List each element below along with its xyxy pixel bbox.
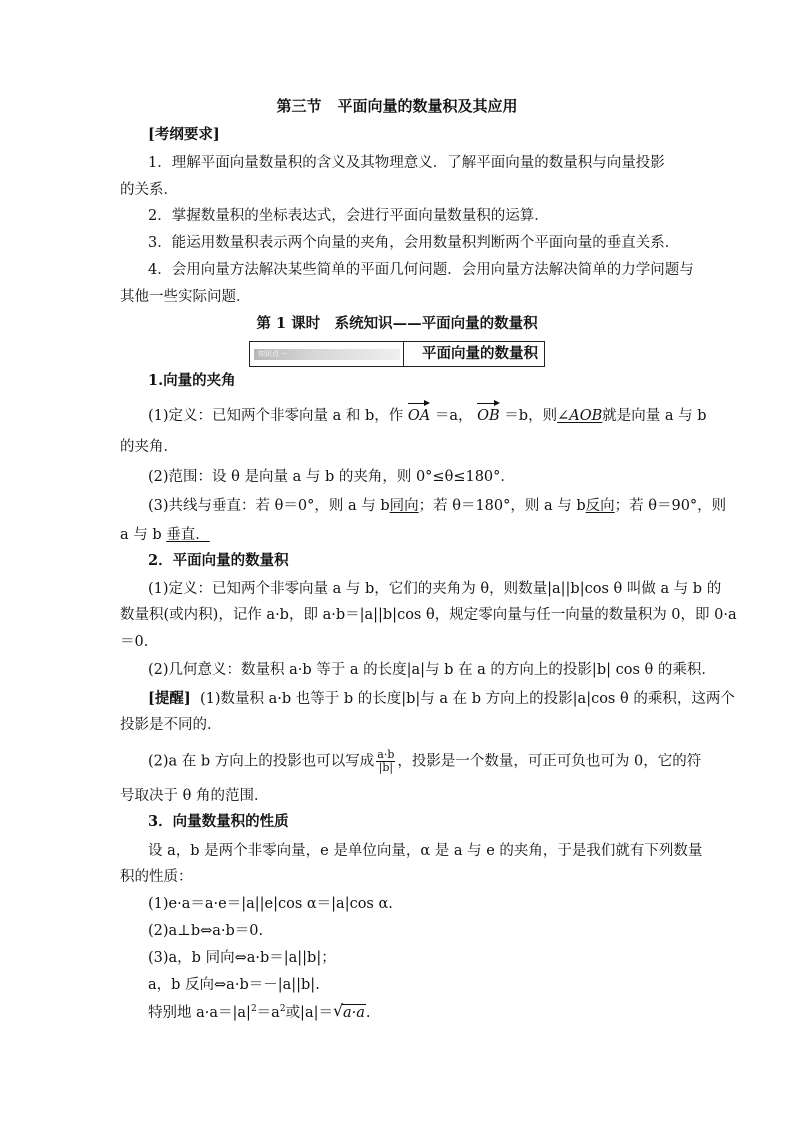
section-number: 第三节 bbox=[276, 97, 322, 115]
s1-heading: 1.向量的夹角 bbox=[148, 372, 236, 389]
property-2: (2)a⊥b⇔a·b＝0. bbox=[148, 923, 264, 939]
p4-exponent-2: 2 bbox=[279, 1004, 286, 1015]
opposite-direction: 反向 bbox=[585, 498, 615, 514]
tip-2-part-a: (2)a 在 b 方向上的投影也可以写成 bbox=[148, 753, 375, 770]
s1-col-part-b: ；若 θ＝180°，则 a 与 b bbox=[418, 498, 586, 514]
s3-intro-line-2: 积的性质： bbox=[120, 869, 193, 885]
s1-col-part-d: a 与 b bbox=[120, 527, 162, 543]
knowledge-point-tag-label: 知识点一 bbox=[258, 350, 286, 358]
section-title: 平面向量的数量积及其应用 bbox=[337, 97, 518, 115]
box-divider bbox=[403, 342, 404, 366]
vector-ob: OB bbox=[477, 408, 500, 424]
s1-def-part-c: ＝b，则 bbox=[504, 408, 558, 424]
lesson-subtitle: 第 1 课时 系统知识——平面向量的数量积 bbox=[256, 315, 538, 332]
s1-col-part-c: ；若 θ＝90°，则 bbox=[614, 498, 727, 514]
perpendicular: 垂直． bbox=[166, 527, 210, 543]
requirement-4-line-1: 4．会用向量方法解决某些简单的平面几何问题．会用向量方法解决简单的力学问题与 bbox=[148, 262, 694, 278]
projection-fraction bbox=[376, 749, 395, 774]
requirement-4-line-2: 其他一些实际问题． bbox=[120, 289, 251, 305]
same-direction: 同向 bbox=[389, 498, 419, 514]
property-1: (1)e·a＝a·e＝|a||e|cos α＝|a|cos α. bbox=[148, 896, 393, 912]
p4-exponent-1: 2 bbox=[250, 1004, 257, 1015]
s2-definition-line-3: ＝0. bbox=[120, 634, 149, 650]
angle-aob: ∠AOB bbox=[557, 408, 603, 424]
s1-col-part-a: (3)共线与垂直：若 θ＝0°，则 a 与 b bbox=[148, 498, 390, 514]
radicand: a·a bbox=[342, 1005, 365, 1021]
s2-definition-line-2: 数量积(或内积)，记作 a·b，即 a·b＝|a||b|cos θ，规定零向量与任一向量的数量积为 0，即 0·a bbox=[120, 607, 737, 623]
s2-tip-2-line-1 bbox=[148, 749, 701, 774]
property-4 bbox=[148, 1003, 371, 1023]
requirement-3: 3．能运用数量积表示两个向量的夹角，会用数量积判断两个平面向量的垂直关系． bbox=[148, 235, 680, 251]
s1-def-part-a: (1)定义：已知两个非零向量 a 和 b，作 bbox=[148, 408, 404, 424]
p4-end: . bbox=[365, 1005, 371, 1021]
requirement-1-line-2: 的关系． bbox=[120, 182, 178, 198]
p4-part-c: 或|a|＝ bbox=[285, 1005, 333, 1021]
requirement-1-line-1: 1．理解平面向量数量积的含义及其物理意义．了解平面向量的数量积与向量投影 bbox=[148, 155, 665, 171]
property-3-opposite: a，b 反向⇔a·b＝－|a||b|. bbox=[148, 977, 320, 993]
knowledge-point-box bbox=[249, 341, 545, 367]
requirement-2: 2．掌握数量积的坐标表达式，会进行平面向量数量积的运算． bbox=[148, 208, 549, 224]
p4-part-b: ＝a bbox=[256, 1005, 280, 1021]
s1-range: (2)范围：设 θ 是向量 a 与 b 的夹角，则 0°≤θ≤180°． bbox=[148, 469, 515, 485]
s1-def-part-b: ＝a， bbox=[434, 408, 473, 424]
vector-oa: OA bbox=[407, 408, 431, 424]
p4-part-a: 特别地 a·a＝|a| bbox=[148, 1005, 251, 1021]
knowledge-point-tag bbox=[254, 349, 400, 360]
tip-1-text: (1)数量积 a·b 也等于 b 的长度|b|与 a 在 b 方向上的投影|a|cos θ 的乘积，这两个 bbox=[199, 691, 735, 707]
s3-intro-line-1: 设 a，b 是两个非零向量，e 是单位向量，α 是 a 与 e 的夹角，于是我们就有下列数量 bbox=[148, 843, 703, 859]
s2-tip-1-line-2: 投影是不同的． bbox=[120, 717, 222, 733]
s2-geometric-meaning: (2)几何意义：数量积 a·b 等于 a 的长度|a|与 b 在 a 的方向上的投影|b| cos θ 的乘积． bbox=[148, 662, 716, 678]
s1-collinear-line-1 bbox=[148, 496, 726, 516]
requirements-label: [考纲要求] bbox=[148, 126, 220, 143]
s1-collinear-line-2 bbox=[120, 525, 210, 545]
fraction-numerator: a·b bbox=[377, 748, 395, 761]
radical-sign-icon: √ bbox=[332, 1001, 344, 1020]
s2-heading: 2．平面向量的数量积 bbox=[148, 552, 289, 569]
s1-definition-line-2: 的夹角． bbox=[120, 439, 178, 455]
s3-heading: 3．向量数量积的性质 bbox=[148, 813, 289, 830]
s2-tip-2-line-2: 号取决于 θ 角的范围． bbox=[120, 788, 269, 804]
square-root bbox=[333, 1003, 366, 1023]
s1-def-part-d: 就是向量 a 与 b bbox=[602, 408, 707, 424]
fraction-denominator: |b| bbox=[378, 761, 394, 774]
knowledge-point-name: 平面向量的数量积 bbox=[422, 345, 538, 362]
tip-2-part-b: ，投影是一个数量，可正可负也可为 0，它的符 bbox=[397, 753, 702, 770]
s2-tip-1-line-1 bbox=[148, 689, 735, 709]
s1-definition-line-1 bbox=[148, 406, 707, 426]
tip-label: [提醒] bbox=[148, 690, 191, 707]
s2-definition-line-1: (1)定义：已知两个非零向量 a 与 b，它们的夹角为 θ，则数量|a||b|cos θ 叫做 a 与 b 的 bbox=[148, 581, 722, 597]
page-title bbox=[0, 96, 794, 116]
property-3-same: (3)a，b 同向⇔a·b＝|a||b|； bbox=[148, 950, 336, 966]
